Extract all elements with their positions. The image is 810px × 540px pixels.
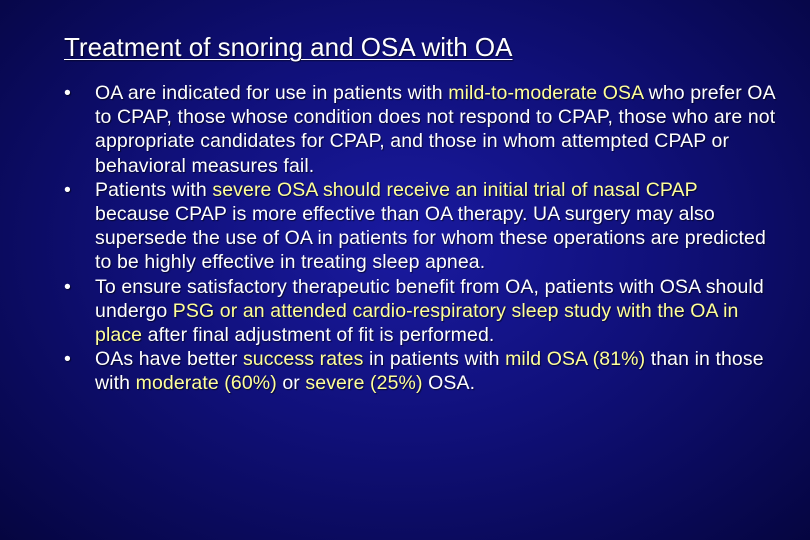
bullet-segment: than in those with xyxy=(95,348,764,395)
bullet-highlight: moderate (60%) xyxy=(135,372,277,395)
slide-title: Treatment of snoring and OSA with OA xyxy=(64,32,513,62)
bullet-item xyxy=(64,81,776,178)
bullet-dot: • xyxy=(64,178,71,201)
bullet-text xyxy=(95,348,764,394)
bullet-segment: OAs have better xyxy=(95,348,243,371)
bullet-highlight: severe (25%) xyxy=(305,372,423,395)
bullet-item xyxy=(64,275,776,348)
bullet-segment: OA are indicated for use in patients with xyxy=(95,82,449,104)
bullet-highlight: severe OSA should receive an initial trial of nasal CPAP xyxy=(212,178,698,201)
bullet-dot: • xyxy=(64,348,71,371)
bullet-segment: or xyxy=(276,372,306,395)
bullet-item xyxy=(64,178,776,275)
bullet-text xyxy=(95,82,775,177)
bullet-segment: To ensure satisfactory therapeutic benefit from OA, patients with OSA should undergo xyxy=(95,275,764,322)
bullet-segment: because CPAP is more effective than OA therapy. UA surgery may also supersede the use of OA in patients for whom these operations are predicted to be highly effective in treating sleep apnea. xyxy=(95,203,766,274)
bullet-segment: after final adjustment of fit is performed. xyxy=(142,324,495,347)
bullet-highlight: mild-to-moderate OSA xyxy=(448,82,644,104)
bullet-dot: • xyxy=(64,275,71,298)
bullet-segment: OSA. xyxy=(422,372,476,395)
bullet-segment: Patients with xyxy=(95,178,213,201)
bullet-highlight: success rates xyxy=(242,348,364,371)
bullet-segment: in patients with xyxy=(363,348,506,371)
bullet-dot: • xyxy=(64,82,71,104)
bullet-highlight: PSG or an attended cardio-respiratory sleep study with the OA in place xyxy=(95,299,739,347)
bullet-list xyxy=(64,81,776,396)
bullet-item xyxy=(64,347,776,395)
bullet-text xyxy=(95,179,766,274)
bullet-segment: who prefer OA to CPAP, those whose condition does not respond to CPAP, those who are not appropriate candidates for CPAP, and those in whom attempted CPAP or behavioral measures fail. xyxy=(95,82,776,177)
bullet-highlight: mild OSA (81%) xyxy=(505,348,646,371)
bullet-text xyxy=(95,276,764,346)
